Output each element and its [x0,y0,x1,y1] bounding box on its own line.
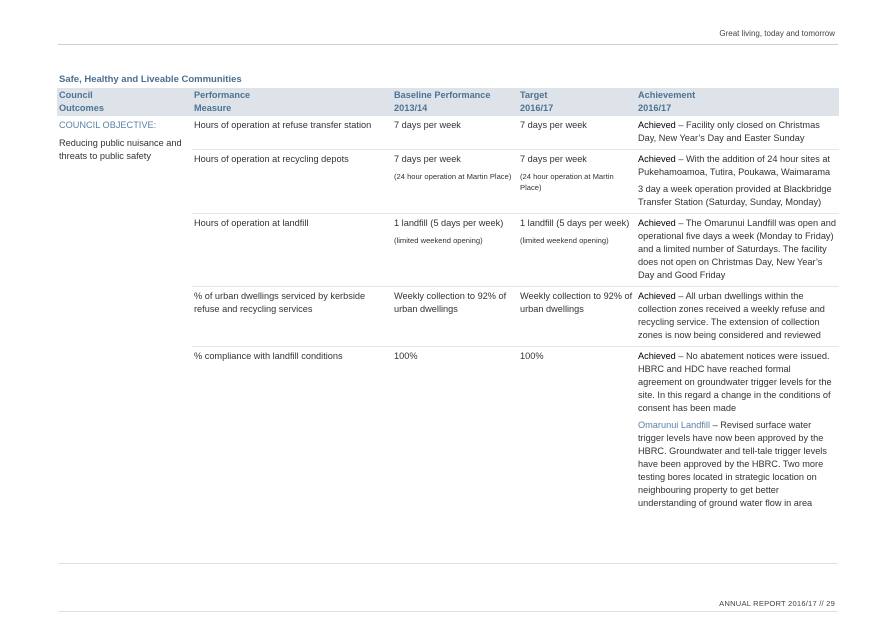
performance-table [57,88,839,514]
achieved-label: Achieved [638,291,676,301]
achievement-text: – No abatement notices were issued. HBRC and HDC have reached formal agreement on groundwater trigger levels for the site. In this regard a change in the conditions of consent has been made [638,351,832,413]
table-row [57,116,839,150]
target-cell: 1 landfill (5 days per week) (limited weekend opening) [518,214,636,287]
council-objective-text: Reducing public nuisance and threats to public safety [59,138,182,161]
achievement-extra: 3 day a week operation provided at Blackbridge Transfer Station (Saturday, Sunday, Monday) [638,184,832,207]
target-note: (24 hour operation at Martin Place) [520,172,614,192]
achievement-text: – All urban dwellings within the collection zones received a weekly refuse and recycling service. The extension of collection zones is now being considered and reviewed [638,291,825,340]
baseline-cell: Weekly collection to 92% of urban dwellings [392,287,518,347]
target-cell: 7 days per week [520,120,587,130]
header-divider [58,44,838,45]
header-achievement: Achievement 2016/17 [636,88,839,116]
header-baseline: Baseline Performance 2013/14 [392,88,518,116]
header-tagline: Great living, today and tomorrow [719,29,835,38]
achieved-label: Achieved [638,218,676,228]
omarunui-landfill-label: Omarunui Landfill [638,420,711,430]
achieved-label: Achieved [638,120,676,130]
achieved-label: Achieved [638,154,676,164]
council-objective-label: COUNCIL OBJECTIVE: [59,120,157,130]
achievement-cell [636,150,839,214]
achievement-text: – With the addition of 24 hour sites at Pukehamoamoa, Tutira, Poukawa, Waimarama [638,154,831,177]
measure-cell: Hours of operation at recycling depots [192,150,392,214]
header-council-outcomes: Council Outcomes [57,88,192,116]
achievement-text: – The Omarunui Landfill was open and operational five days a week (Monday to Friday) and a limited number of Saturdays. The facility does not open on Christmas Day, New Year’s Day and Good Friday [638,218,836,280]
achieved-label: Achieved [638,351,676,361]
target-cell: 100% [518,347,636,515]
achievement-extra: – Revised surface water trigger levels have now been approved by the HBRC. Groundwater and tell-tale trigger levels have been approved by the HBRC. Two more testing bores located in strategic location on neighbouring property to get better understanding of ground water flow in area [638,420,827,508]
target-cell: Weekly collection to 92% of urban dwellings [518,287,636,347]
measure-cell: Hours of operation at landfill [192,214,392,287]
council-outcome-cell [57,116,192,514]
header-target: Target 2016/17 [518,88,636,116]
footer-page-label: ANNUAL REPORT 2016/17 // 29 [719,599,835,608]
footer-divider [58,611,838,612]
achievement-cell [636,287,839,347]
measure-cell: % compliance with landfill conditions [192,347,392,515]
achievement-cell [636,347,839,515]
section-title: Safe, Healthy and Liveable Communities [59,74,242,85]
baseline-cell: 7 days per week [394,120,461,130]
baseline-note: (24 hour operation at Martin Place) [394,172,512,181]
measure-cell: % of urban dwellings serviced by kerbside refuse and recycling services [192,287,392,347]
content-divider [58,563,838,564]
baseline-cell: 7 days per week (24 hour operation at Martin Place) [392,150,518,214]
header-performance-measure: Performance Measure [192,88,392,116]
measure-cell: Hours of operation at refuse transfer station [194,120,372,130]
achievement-cell [636,214,839,287]
target-cell: 7 days per week (24 hour operation at Martin Place) [518,150,636,214]
achievement-cell [636,116,839,150]
baseline-note: (limited weekend opening) [394,236,483,245]
baseline-cell: 100% [392,347,518,515]
baseline-cell: 1 landfill (5 days per week) (limited weekend opening) [392,214,518,287]
table-header-row [57,88,839,116]
achievement-text: – Facility only closed on Christmas Day, New Year’s Day and Easter Sunday [638,120,820,143]
target-note: (limited weekend opening) [520,236,609,245]
